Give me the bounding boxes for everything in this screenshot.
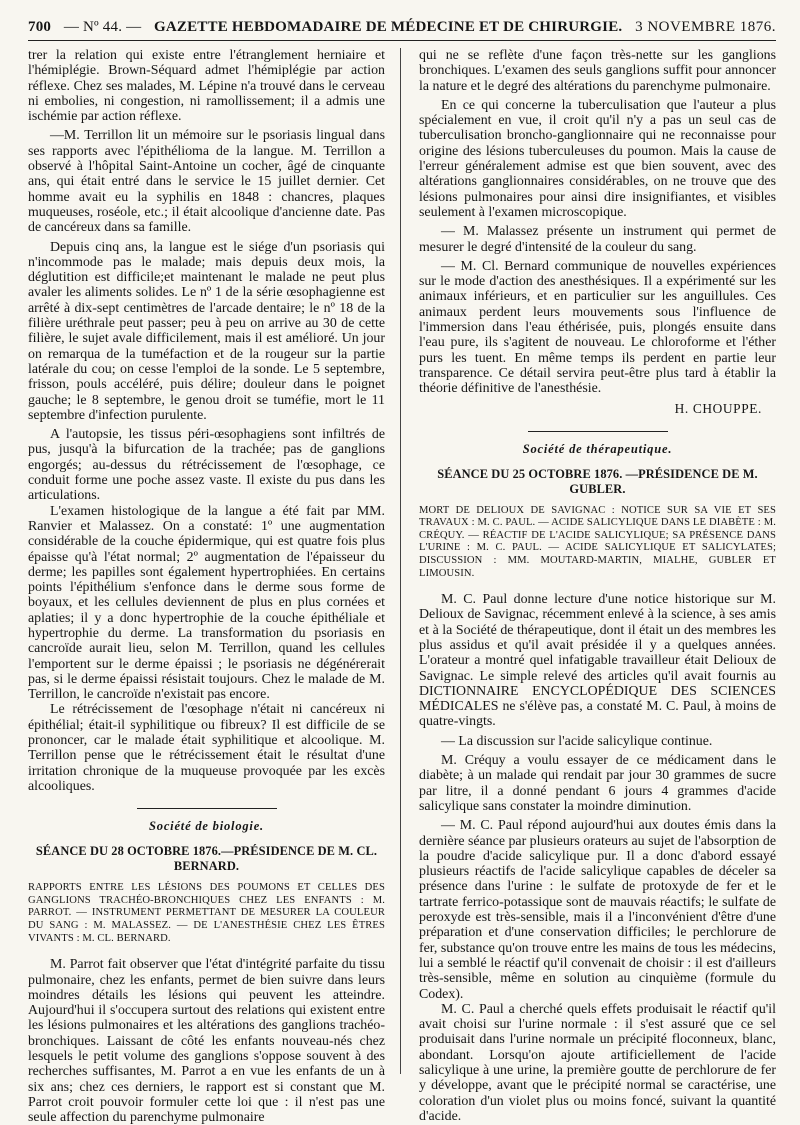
- page-header: [28, 14, 776, 41]
- paragraph: qui ne se reflète d'une façon très-nette sur les ganglions bronchiques. L'examen des seuls ganglions suffit pour annoncer la nature et le degré des altérations du parenchyme pulmonaire.: [419, 48, 776, 94]
- paragraph: M. Parrot fait observer que l'état d'intégrité parfaite du tissu pulmonaire, chez les enfants, permet de bien suivre dans leurs moindres détails les lésions qui peuvent les atteindre. Aujourd'hui il s'occupera surtout des relations qui existent entre les lésions pulmonaires et les altérations des ganglions trachéo-bronchiques. Laissant de côté les enfants nouveau-nés chez lesquels le petit volume des ganglions s'oppose souvent à des recherches suffisantes, M. Parrot a en vue les enfants de un à six ans; chez ces derniers, le rapport est si constant que M. Parrot croit pouvoir formuler cette loi que : il n'est pas une seule affection du parenchyme pulmonaire: [28, 957, 385, 1125]
- session-summary: RAPPORTS ENTRE LES LÉSIONS DES POUMONS ET CELLES DES GANGLIONS TRACHÉO-BRONCHIQUES CHEZ LES ENFANTS : M. PARROT. — INSTRUMENT PERMETTANT DE MESURER LA COULEUR DU SANG : M. MALASSEZ. — DE L'ANESTHÉSIE CHEZ LES ÊTRES VIVANTS : M. CL. BERNARD.: [28, 882, 385, 944]
- paragraph: L'examen histologique de la langue a été fait par MM. Ranvier et Malassez. On a constaté: 1º une augmentation considérable de la couche épidermique, qui est quatre fois plus épaisse qu'à l'état normal; 2º augmentation de l'épaisseur du derme; les papilles sont également hypertrophiées. En certains points l'épithélium s'enfonce dans le derme sous forme de boyaux, et les cellules deviennent de plus en plus cornées et aplaties; il y a donc hypertrophie de la couche épithéliale et hypertrophie du derme. La transformation du psoriasis en cancroïde aurait lieu, selon M. Terrillon, quand les cellules l'emportent sur le derme épaissi ; le psoriasis ne dégénérerait pas, si le derme épaissi résistait toujours. Chez le malade de M. Terrillon, le cancroïde n'existait pas encore.: [28, 503, 385, 703]
- paragraph: — M. Cl. Bernard communique de nouvelles expériences sur le mode d'action des anesthésiques. Il a expérimenté sur les animaux inférieurs, et en particulier sur les anguillules. Ces animaux perdent leurs mouvements sous l'influence de l'immersion dans l'eau éthérisée, puis, plongés ensuite dans l'eau pure, ils s'agitent de nouveau. Le chloroforme et l'éther purs les tuent. En même temps ils perdent en partie leur transparence. Ce détail servira peut-être plus tard à établir la théorie définitive de l'anesthésie.: [419, 258, 776, 397]
- paragraph: M. C. Paul a cherché quels effets produisait le réactif qu'il avait choisi sur l'urine normale : il s'est assuré que ce sel produisait dans l'urine normale un précipité floconneux, blanc, abondant. Lorsqu'on ajoute artificiellement de l'acide salicylique à une urine, la première goutte de perchlorure de fer y développe, avant que le précipité normal se caractérise, une coloration d'un violet plus ou moins foncé, suivant la quantité d'acide.: [419, 1001, 776, 1124]
- newspaper-page: [28, 14, 776, 1125]
- paragraph: A l'autopsie, les tissus péri-œsophagiens sont infiltrés de pus, jusqu'à la bifurcation de la trachée; pas de ganglions engorgés; au-dessus du rétrécissement de l'œsophage, ce conduit forme une poche assez vaste. Il existe du pus dans les articulations.: [28, 427, 385, 504]
- paragraph: M. C. Paul donne lecture d'une notice historique sur M. Delioux de Savignac, récemment enlevé à la science, à ses amis et à la Société de thérapeutique, dont il était un des membres les plus assidus et qu'il avait présidée il y a quelques années. L'orateur a montré quel infatigable travailleur était Delioux de Savignac. Le simple relevé des articles qu'il avait fournis au DICTIONNAIRE ENCYCLOPÉDIQUE DES SCIENCES MÉDICALES ne s'élève pas, a constaté M. C. Paul, à moins de quatre-vingts.: [419, 592, 776, 730]
- section-title: Société de biologie.: [149, 819, 264, 834]
- paragraph: M. Créquy a voulu essayer de ce médicament dans le diabète; à un malade qui rendait par jour 30 grammes de sucre par litre, il a donné pendant 6 jours 4 grammes d'acide salicylique sans constater la moindre diminution.: [419, 753, 776, 814]
- author-signature: H. CHOUPPE.: [674, 400, 762, 416]
- paragraph: trer la relation qui existe entre l'étranglement herniaire et l'hémiplégie. Brown-Séquard admet l'hémiplégie par action réflexe. Chez ses malades, M. Lépine n'a trouvé dans le cerveau ni embolies, ni congestion, ni ramollissement; il a admis une ischémie par action réflexe.: [28, 48, 385, 125]
- columns: [28, 48, 776, 1125]
- section-divider: [528, 431, 668, 432]
- column-rule: [400, 48, 401, 1074]
- paragraph: — M. C. Paul répond aujourd'hui aux doutes émis dans la dernière séance par plusieurs orateurs au sujet de l'absorption de la poudre d'acide salicylique pur. Il a donc d'abord essayé plusieurs réactifs de l'acide salicylique capables de déceler sa présence dans l'urine : le sulfate de protoxyde de fer et le tartrate ferrico-potassique sont de mauvais réactifs; le sulfate de peroxyde est très-sensible, mais il a l'inconvénient d'être d'une préparation et d'une conservation difficiles; le perchlorure de fer, substance qu'on trouve entre les mains de tous les médecins, lui a semblé le réactif qu'il convenait de choisir : il est d'ailleurs très-sensible, même en solution au cinquième (formule du Codex).: [419, 818, 776, 1002]
- paragraph: En ce qui concerne la tuberculisation que l'auteur a plus spécialement en vue, il croit qu'il n'y a pas un seul cas de tuberculisation broncho-ganglionnaire qui ne reconnaisse pour origine des lésions tuberculeuses du poumon. Mais la cause de l'erreur généralement admise est que bien souvent, avec des altérations ganglionnaires considérables, on ne trouve que des lésions pulmonaires pour ainsi dire insignifiantes, et visibles seulement à l'examen microscopique.: [419, 97, 776, 220]
- issue-date: 3 NOVEMBRE 1876.: [635, 18, 776, 35]
- paragraph: Depuis cinq ans, la langue est le siége d'un psoriasis qui n'incommode pas le malade; mais depuis deux mois, la déglutition est difficile;et maintenant le malade ne peut plus avaler les aliments solides. Le nº 1 de la série œsophagienne est arrêté à dix-sept centimètres de l'arcade dentaire; le nº 18 de la filière uréthrale peut passer; peu à peu on arrive au 30 de cette filière, le sujet avale difficilement, mais il est amélioré. Un jour on remarqua de la tuméfaction et de la rougeur sur la partie latérale du cou; on cesse l'emploi de la sonde. Le 5 septembre, frisson, pouls accéléré, puis délire; douleur dans le poignet gauche; le 8 septembre, le genou droit se tuméfie, mort le 11 septembre d'infection purulente.: [28, 239, 385, 423]
- journal-title: GAZETTE HEBDOMADAIRE DE MÉDECINE ET DE CHIRURGIE.: [154, 18, 623, 35]
- page-number: 700: [28, 18, 52, 35]
- section-title: Société de thérapeutique.: [522, 441, 673, 456]
- seance-heading: SÉANCE DU 25 OCTOBRE 1876. —PRÉSIDENCE DE M. GUBLER.: [437, 466, 758, 496]
- issue-number: — Nº 44. —: [63, 18, 142, 35]
- paragraph: —M. Terrillon lit un mémoire sur le psoriasis lingual dans ses rapports avec l'épithélioma de la langue. M. Terrillon a observé à l'hôpital Saint-Antoine un cocher, âgé de cinquante ans, qui était entré dans le service le 15 juillet dernier. Cet homme avait eu la syphilis en 1848 : chancres, plaques muqueuses, roséole, etc.; il était alcoolique d'ancienne date. Pas de cancéreux dans sa famille.: [28, 128, 385, 236]
- section-divider: [137, 808, 277, 809]
- left-column: [28, 48, 385, 1125]
- right-column: [419, 48, 776, 1124]
- session-summary: MORT DE DELIOUX DE SAVIGNAC : NOTICE SUR SA VIE ET SES TRAVAUX : M. C. PAUL. — ACIDE SALICYLIQUE DANS LE DIABÈTE : M. CRÉQUY. — RÉACTIF DE L'ACIDE SALICYLIQUE; SA PRÉSENCE DANS L'URINE : M. C. PAUL. — ACIDE SALICYLIQUE ET SALICYLATES; DISCUSSION : MM. MOUTARD-MARTIN, MIALHE, GUBLER ET LIMOUSIN.: [419, 504, 776, 579]
- paragraph: — M. Malassez présente un instrument qui permet de mesurer le degré d'intensité de la couleur du sang.: [419, 224, 776, 255]
- paragraph: — La discussion sur l'acide salicylique continue.: [441, 733, 713, 749]
- paragraph: Le rétrécissement de l'œsophage n'était ni cancéreux ni épithélial; était-il syphilitique ou fibreux? Il est difficile de se prononcer, car le malade était syphilitique et alcoolique. M. Terrillon pense que le rétrécissement était le résultat d'une irritation chronique de la muqueuse provoquée par les excès alcooliques.: [28, 702, 385, 794]
- seance-heading: SÉANCE DU 28 OCTOBRE 1876.—PRÉSIDENCE DE M. CL. BERNARD.: [35, 844, 378, 874]
